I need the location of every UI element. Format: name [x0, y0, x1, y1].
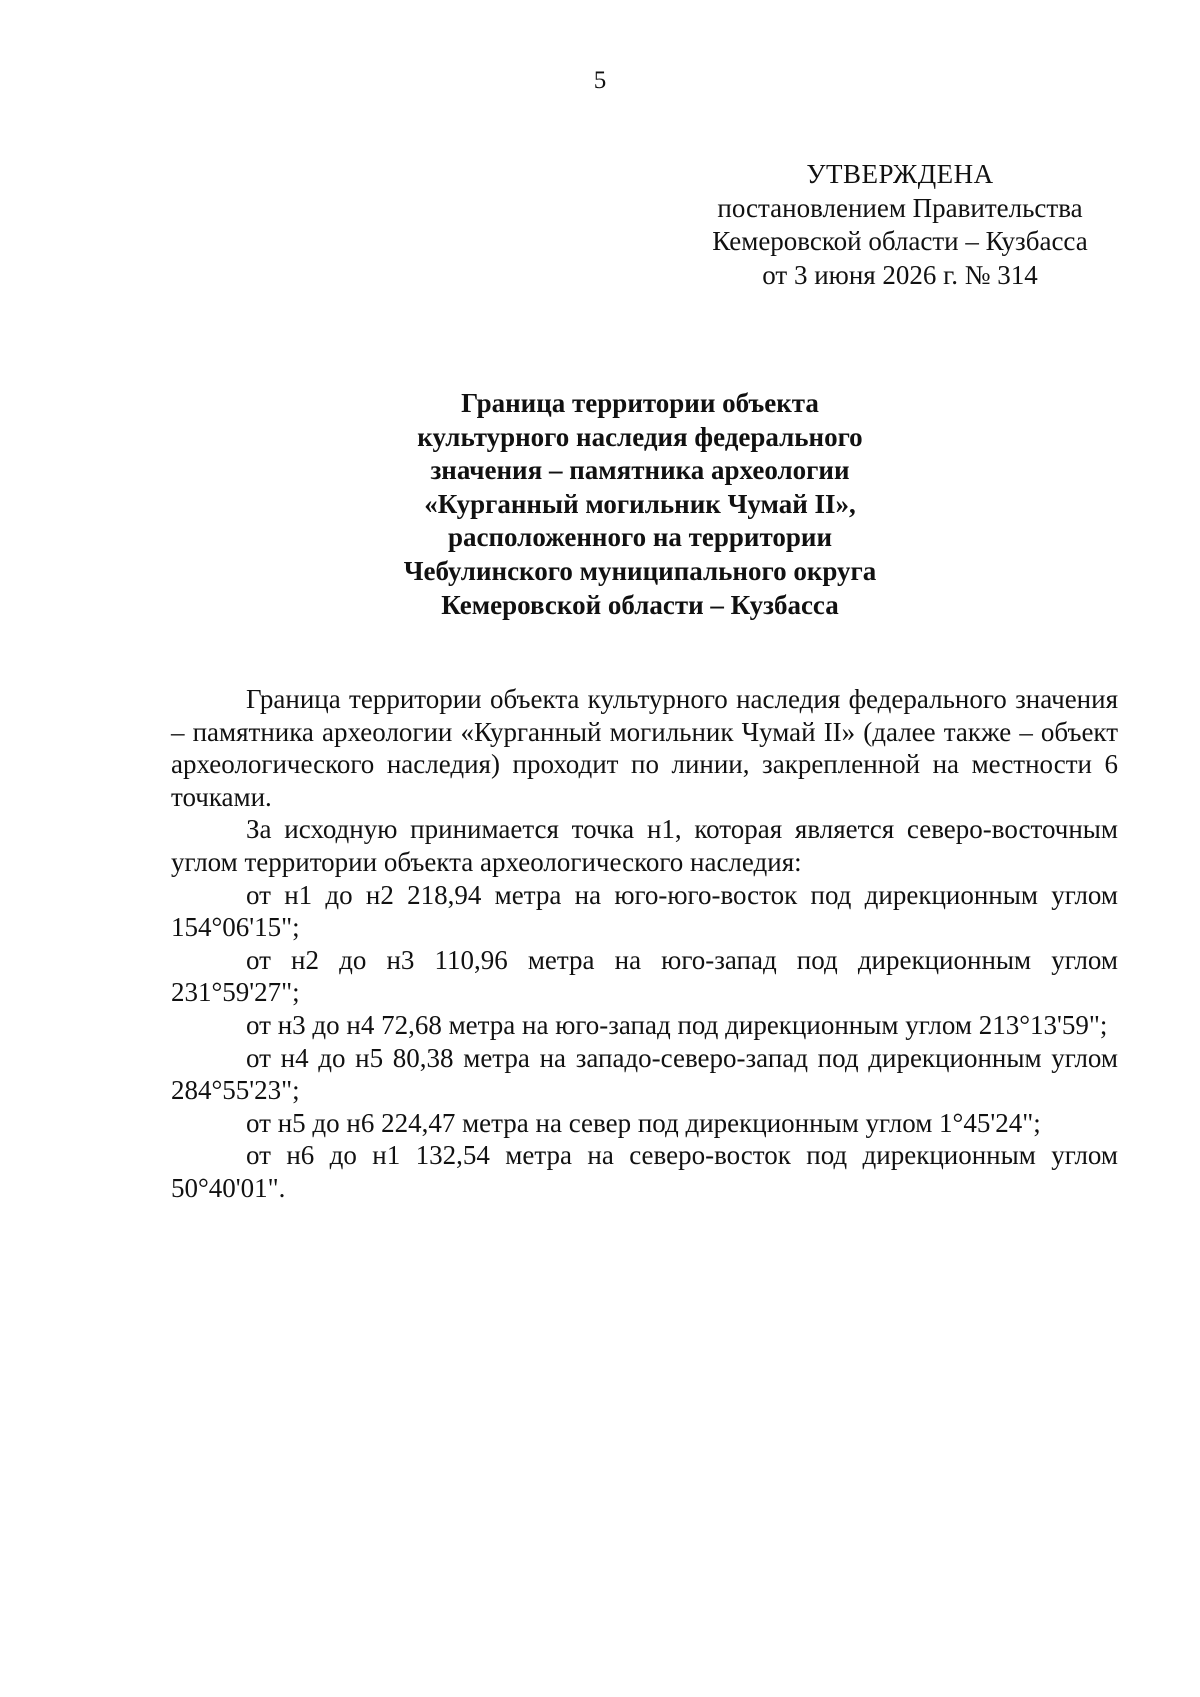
boundary-segment: от н2 до н3 110,96 метра на юго-запад под дирекционным углом 231°59'27";: [171, 944, 1118, 1008]
boundary-segment: от н5 до н6 224,47 метра на север под дирекционным углом 1°45'24";: [246, 1107, 1041, 1138]
title-line: значения – памятника археологии: [430, 455, 850, 486]
title-line: культурного наследия федерального: [417, 421, 863, 452]
boundary-segment: от н1 до н2 218,94 метра на юго-юго-восток под дирекционным углом 154°06'15";: [171, 879, 1118, 943]
boundary-segment: от н4 до н5 80,38 метра на западо-северо-запад под дирекционным углом 284°55'23";: [171, 1042, 1118, 1106]
title-line: Чебулинского муниципального округа: [403, 555, 877, 586]
approval-region: Кемеровской области – Кузбасса: [712, 226, 1088, 256]
document-body: [171, 683, 1118, 1205]
approval-stamp: [690, 158, 1110, 292]
document-title: [240, 387, 1040, 622]
approval-title: УТВЕРЖДЕНА: [806, 159, 994, 189]
boundary-segment: от н6 до н1 132,54 метра на северо-восток под дирекционным углом 50°40'01".: [171, 1140, 1118, 1203]
title-line: Кемеровской области – Кузбасса: [441, 589, 839, 620]
boundary-segment: от н3 до н4 72,68 метра на юго-запад под дирекционным углом 213°13'59";: [246, 1009, 1108, 1040]
approval-authority: постановлением Правительства: [717, 192, 1083, 223]
page-number: 5: [593, 67, 607, 94]
title-line: Граница территории объекта: [461, 388, 819, 418]
title-line: расположенного на территории: [447, 522, 832, 553]
intro-paragraph: Граница территории объекта культурного наследия федерального значения – памятника археологии «Курганный могильник Чумай II» (далее также – объект археологического наследия) проходит по линии, закрепленной на местности 6 точками.: [171, 684, 1118, 812]
start-point-paragraph: За исходную принимается точка н1, которая является северо-восточным углом территории объекта археологического наследия:: [171, 814, 1118, 877]
title-line: «Курганный могильник Чумай II»,: [424, 488, 856, 519]
approval-date-number: от 3 июня 2026 г. № 314: [762, 259, 1038, 290]
